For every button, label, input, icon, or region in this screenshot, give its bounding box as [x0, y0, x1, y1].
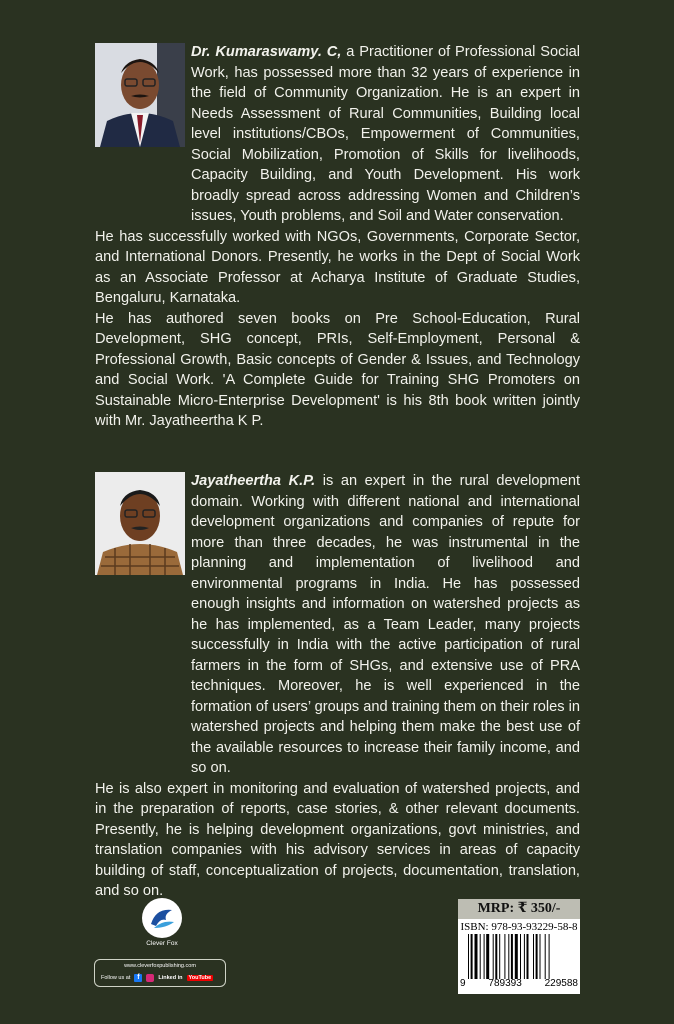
author2-bio-para2: He is also expert in monitoring and evaluation of watershed projects, and in the preparation of reports, case stories, & other relevant documents. Presently, he is helping development organizations, govt ministries, and translation companies with his advisory services in areas of capacity building of staff, conceptualization of projects, documentation, translation, and so on. — [95, 780, 580, 899]
mrp-price: MRP: ₹ 350/- — [458, 899, 580, 919]
linkedin-link[interactable]: Linked in — [158, 975, 183, 981]
author1-name: Dr. Kumaraswamy. C, — [191, 44, 342, 60]
author1-bio-lead: a Practitioner of Professional Social Work, has possessed more than 32 years of experience in the field of Community Organization. He is an expert in Needs Assessment of Rural Communities, Building local level institutions/CBOs, Empowerment of Communities, Social Mobilization, Promotion of Skills for livelihoods, Capacity Building, and Youth Development. His work broadly spread across addressing Women and Children’s issues, Youth problems, and Soil and Water conservation. — [191, 44, 581, 224]
instagram-icon[interactable] — [146, 974, 154, 982]
author1-bio-para2: He has successfully worked with NGOs, Governments, Corporate Sector, and International Donors. Presently, he works in the Dept of Social Work as an Associate Professor at Acharya Institute of Graduate Studies, Bengaluru, Karnataka. — [95, 228, 580, 306]
author1-bio — [95, 42, 580, 432]
facebook-icon[interactable]: f — [134, 974, 142, 982]
barcode-box — [458, 919, 580, 994]
fox-logo-icon — [142, 898, 182, 938]
isbn-number: ISBN: 978-93-93229-58-8 — [460, 921, 578, 933]
author2-name: Jayatheertha K.P. — [191, 473, 316, 489]
barcode-digit-right: 229588 — [544, 978, 578, 989]
follow-label: Follow us at — [101, 975, 131, 981]
social-links — [94, 959, 226, 987]
publisher-website[interactable]: www.cleverfoxpublishing.com — [124, 963, 196, 969]
publisher-logo — [138, 898, 186, 954]
barcode-icon — [468, 934, 578, 979]
barcode-digit-first: 9 — [460, 978, 466, 989]
author2-bio — [95, 471, 580, 902]
publisher-name: Clever Fox — [146, 940, 178, 947]
barcode-digits — [460, 978, 578, 989]
barcode-digit-left: 789393 — [488, 978, 522, 989]
author2-bio-lead: is an expert in the rural development domain. Working with different national and international development organizations and companies of repute for more than three decades, he was instrumental in the planning and implementation of livelihood and environmental programs in India. He has possessed enough insights and information on watershed projects as he has implemented, as a Team Leader, many projects successfully in India with the active participation of rural farmers in the form of SHGs, and extensive use of PRA techniques. Moreover, he is well experienced in the formation of users’ groups and training them on their roles in watershed projects and helping them make the best use of the available resources to increase their family income, and so on. — [191, 473, 580, 776]
youtube-link[interactable]: YouTube — [188, 975, 212, 981]
author1-bio-para3: He has authored seven books on Pre School-Education, Rural Development, SHG concept, PRIs, Self-Employment, Personal & Professional Growth, Basic concepts of Gender & Issues, and Technology and Social Work. 'A Complete Guide for Training SHG Promoters on Sustainable Micro-Enterprise Development' is his 8th book written jointly with Mr. Jayatheertha K P. — [95, 310, 580, 429]
